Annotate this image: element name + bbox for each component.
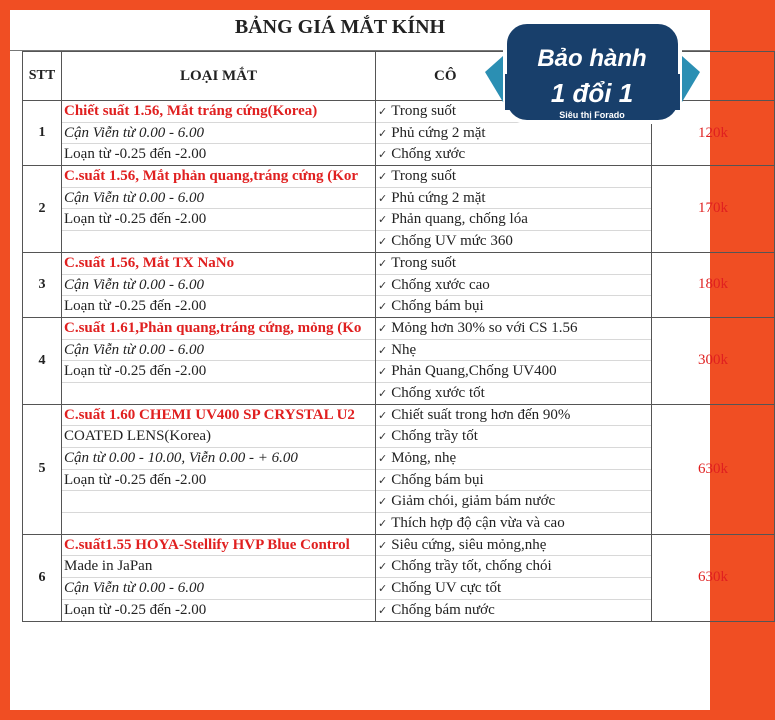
check-icon: ✓ <box>378 518 388 531</box>
lens-spec-line: Loạn từ -0.25 đến -2.00 <box>62 209 375 231</box>
feature-cell <box>376 166 652 253</box>
feature-line <box>376 491 651 513</box>
warranty-badge <box>485 20 700 124</box>
row-number: 5 <box>23 404 62 534</box>
header-loai: LOẠI MẮT <box>62 52 376 101</box>
feature-text: Chống trầy tốt, chống chói <box>391 558 552 575</box>
check-icon: ✓ <box>378 583 388 596</box>
row-number: 3 <box>23 252 62 317</box>
feature-text: Trong suốt <box>391 168 457 185</box>
feature-line <box>376 253 651 275</box>
feature-text: Mỏng, nhẹ <box>391 450 457 466</box>
lens-name: C.suất 1.61,Phản quang,tráng cứng, mỏng (Ko <box>62 318 375 340</box>
table-row <box>23 252 775 317</box>
check-icon: ✓ <box>378 431 388 444</box>
feature-line <box>376 209 651 231</box>
feature-cell <box>376 534 652 621</box>
price: 630k <box>652 404 775 534</box>
feature-text: Chống UV mức 360 <box>391 233 513 250</box>
lens-name: C.suất1.55 HOYA-Stellify HVP Blue Control <box>62 535 375 557</box>
feature-line <box>376 470 651 492</box>
feature-text: Chống xước tốt <box>391 384 485 401</box>
feature-cell <box>376 404 652 534</box>
price-table <box>22 51 775 622</box>
feature-text: Chống xước <box>391 146 466 163</box>
feature-line <box>376 231 651 252</box>
row-number: 1 <box>23 101 62 166</box>
feature-text: Chống UV cực tốt <box>391 580 502 597</box>
feature-line <box>376 361 651 383</box>
feature-text: Chống bám bụi <box>391 298 484 315</box>
feature-text: Phản quang, chống lóa <box>391 211 528 228</box>
check-icon: ✓ <box>378 604 388 617</box>
table-row <box>23 404 775 534</box>
table-body <box>23 101 775 622</box>
lens-name: C.suất 1.56, Mắt phản quang,tráng cứng (Kor <box>62 166 375 188</box>
lens-spec-line: Cận Viễn từ 0.00 - 6.00 <box>62 123 375 145</box>
feature-line <box>376 600 651 621</box>
lens-spec-line: Loạn từ -0.25 đến -2.00 <box>64 601 207 618</box>
feature-text: Chống xước cao <box>391 276 490 293</box>
check-icon: ✓ <box>378 496 388 509</box>
lens-spec-line: Loạn từ -0.25 đến -2.00 <box>64 298 207 315</box>
check-icon: ✓ <box>378 149 388 162</box>
feature-line <box>376 188 651 210</box>
feature-line <box>376 448 651 470</box>
feature-line <box>376 405 651 427</box>
check-icon: ✓ <box>378 257 388 270</box>
header-cong: CÔ <box>376 52 652 101</box>
table-row <box>23 166 775 253</box>
check-icon: ✓ <box>378 474 388 487</box>
badge-line1: Bảo hành <box>537 45 647 72</box>
feature-line <box>376 144 651 165</box>
feature-text: Phủ cứng 2 mặt <box>391 189 486 206</box>
price: 630k <box>652 534 775 621</box>
lens-spec-line: Cận Viễn từ 0.00 - 6.00 <box>62 340 375 362</box>
table-row <box>23 317 775 404</box>
check-icon: ✓ <box>378 322 388 335</box>
lens-spec-line: Cận từ 0.00 - 10.00, Viễn 0.00 - + 6.00 <box>62 448 375 470</box>
feature-text: Siêu cứng, siêu mỏng,nhẹ <box>391 536 547 553</box>
feature-line <box>376 340 651 362</box>
feature-line <box>376 513 651 534</box>
lens-spec-line <box>62 231 375 252</box>
check-icon: ✓ <box>378 236 388 249</box>
feature-line <box>376 166 651 188</box>
feature-line <box>376 535 651 557</box>
lens-type-cell <box>62 404 376 534</box>
check-icon: ✓ <box>378 344 388 357</box>
price: 300k <box>652 317 775 404</box>
page-title: BẢNG GIÁ MẮT KÍNH <box>234 16 446 38</box>
check-icon: ✓ <box>378 192 388 205</box>
lens-type-cell <box>62 101 376 166</box>
check-icon: ✓ <box>378 301 388 314</box>
check-icon: ✓ <box>378 127 388 140</box>
lens-spec-line <box>62 491 375 513</box>
row-number: 2 <box>23 166 62 253</box>
lens-type-cell <box>62 252 376 317</box>
price: 170k <box>652 166 775 253</box>
table-row <box>23 534 775 621</box>
feature-line <box>376 318 651 340</box>
header-stt: STT <box>23 52 62 101</box>
feature-text: Phủ cứng 2 mặt <box>391 124 486 141</box>
check-icon: ✓ <box>378 453 388 465</box>
feature-text: Nhẹ <box>391 341 417 358</box>
check-icon: ✓ <box>378 539 388 552</box>
feature-line <box>376 556 651 578</box>
check-icon: ✓ <box>378 561 388 574</box>
lens-type-cell <box>62 317 376 404</box>
lens-spec-line: Made in JaPan <box>62 556 375 578</box>
lens-spec-line: Cận Viễn từ 0.00 - 6.00 <box>62 275 375 297</box>
badge-line2: 1 đổi 1 <box>550 78 634 108</box>
feature-text: Thích hợp độ cận vừa và cao <box>391 515 565 532</box>
lens-name: Chiết suất 1.56, Mắt tráng cứng(Korea) <box>62 101 375 123</box>
feature-line <box>376 296 651 317</box>
feature-text: Mỏng hơn 30% so với CS 1.56 <box>391 319 578 336</box>
lens-spec-line: Loạn từ -0.25 đến -2.00 <box>64 146 207 163</box>
feature-line <box>376 578 651 600</box>
feature-text: Chiết suất trong hơn đến 90% <box>391 406 571 423</box>
feature-cell <box>376 317 652 404</box>
check-icon: ✓ <box>378 279 388 292</box>
check-icon: ✓ <box>378 214 388 227</box>
row-number: 4 <box>23 317 62 404</box>
feature-cell <box>376 252 652 317</box>
feature-text: Trong suốt <box>391 254 457 271</box>
feature-text: Chống trầy tốt <box>391 428 478 445</box>
check-icon: ✓ <box>378 387 388 400</box>
feature-text: Chống bám bụi <box>391 471 484 488</box>
row-number: 6 <box>23 534 62 621</box>
lens-spec-line <box>62 513 375 534</box>
lens-name: C.suất 1.60 CHEMI UV400 SP CRYSTAL U2 <box>62 405 375 427</box>
lens-spec-line <box>62 383 375 404</box>
feature-text: Chống bám nước <box>391 601 495 618</box>
check-icon: ✓ <box>378 366 388 379</box>
feature-line <box>376 383 651 404</box>
lens-spec-line: Cận Viễn từ 0.00 - 6.00 <box>62 578 375 600</box>
feature-line <box>376 426 651 448</box>
lens-spec-line: Loạn từ -0.25 đến -2.00 <box>62 361 375 383</box>
lens-type-cell <box>62 166 376 253</box>
price: 120k <box>652 101 775 166</box>
feature-text: Trong suốt <box>391 103 457 119</box>
lens-type-cell <box>62 534 376 621</box>
feature-text: Giảm chói, giảm bám nước <box>391 493 556 510</box>
price-sheet <box>10 10 728 710</box>
badge-small: Siêu thị Forado <box>559 110 625 120</box>
check-icon: ✓ <box>378 106 388 118</box>
feature-line <box>376 123 651 145</box>
lens-spec-line: COATED LENS(Korea) <box>62 426 375 448</box>
feature-text: Phản Quang,Chống UV400 <box>391 363 557 380</box>
lens-spec-line: Loạn từ -0.25 đến -2.00 <box>62 470 375 492</box>
check-icon: ✓ <box>378 409 388 422</box>
price: 180k <box>652 252 775 317</box>
lens-name: C.suất 1.56, Mắt TX NaNo <box>62 253 375 275</box>
check-icon: ✓ <box>378 171 388 184</box>
lens-spec-line: Cận Viễn từ 0.00 - 6.00 <box>62 188 375 210</box>
feature-line <box>376 275 651 297</box>
